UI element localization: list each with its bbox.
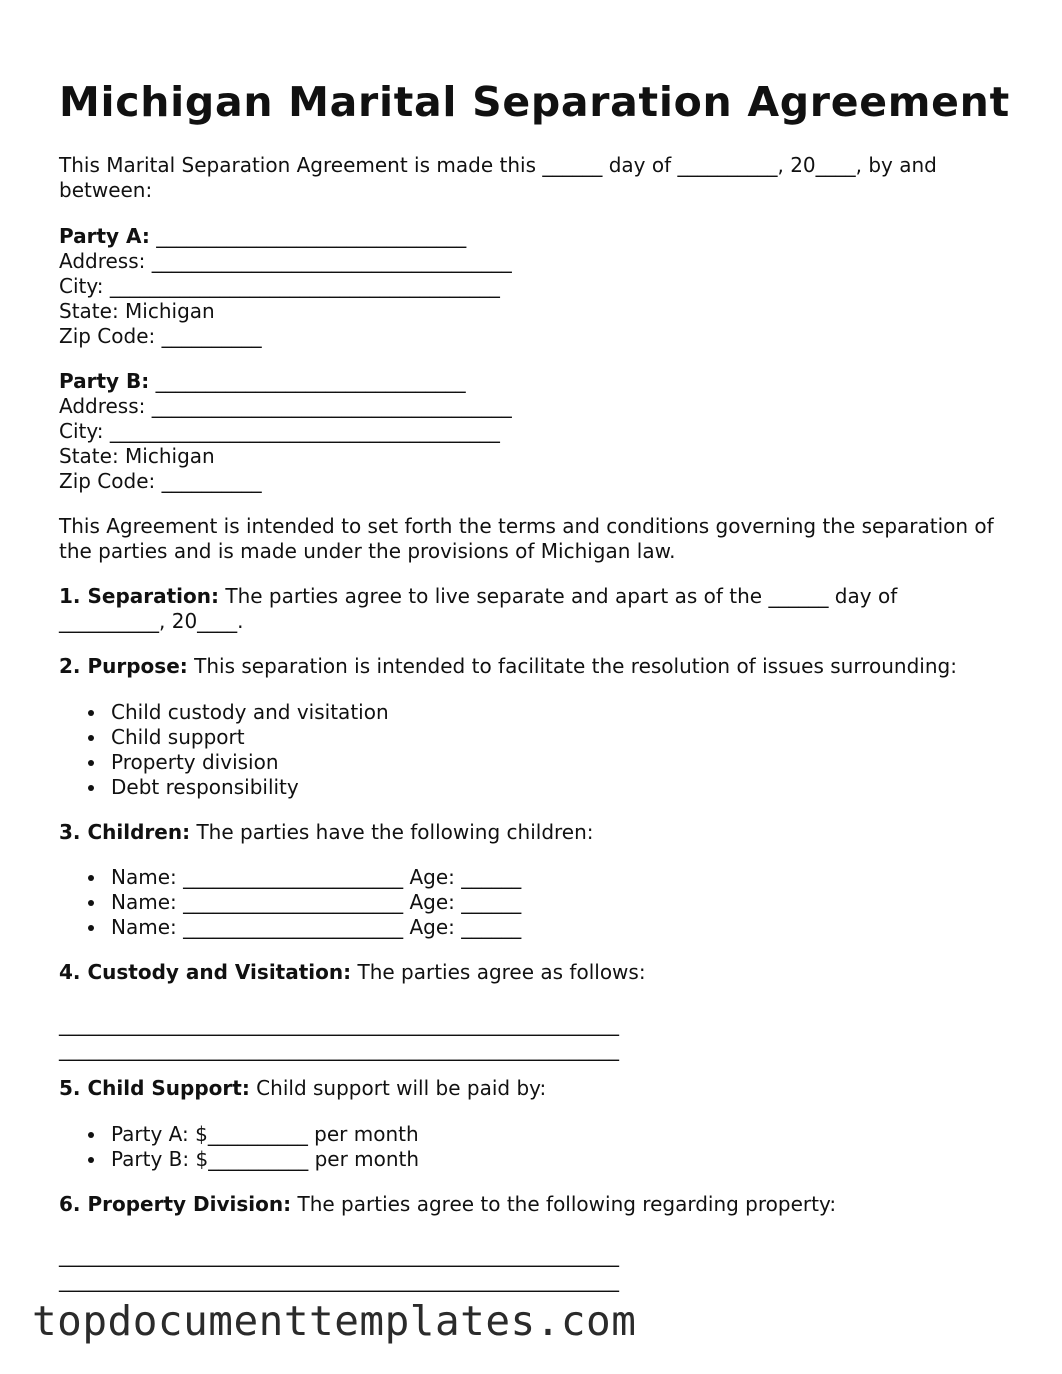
custody-line[interactable]: ________________________________________________________ [59, 1037, 619, 1061]
list-item: Child support [111, 725, 389, 750]
agreement-intro: This Agreement is intended to set forth the terms and conditions governing the separation of the parties and is made under the provisions of Michigan law. [59, 514, 994, 563]
section-children [59, 820, 594, 845]
section-5-heading: 5. Child Support: [59, 1076, 250, 1100]
section-1-heading: 1. Separation: [59, 584, 220, 608]
party-a-block [59, 224, 512, 349]
section-child-support [59, 1076, 546, 1101]
section-4-text: The parties agree as follows: [351, 960, 646, 984]
intro-paragraph: This Marital Separation Agreement is made this ______ day of __________, 20____, by and between: [59, 153, 937, 202]
child-support-list [59, 1122, 419, 1172]
section-6-heading: 6. Property Division: [59, 1192, 292, 1216]
child-entry[interactable]: Name: ______________________ Age: ______ [111, 890, 522, 914]
section-custody [59, 960, 646, 985]
child-entry[interactable]: Name: ______________________ Age: ______ [111, 865, 522, 889]
support-entry[interactable]: Party B: $__________ per month [111, 1147, 420, 1171]
party-b-label: Party B: [59, 369, 150, 393]
section-1-text: The parties agree to live separate and apart as of the ______ day of __________, 20____. [59, 584, 898, 633]
party-b-city[interactable]: City: _______________________________________ [59, 419, 500, 443]
section-5-text: Child support will be paid by: [249, 1076, 547, 1100]
custody-line[interactable]: ________________________________________________________ [59, 1012, 619, 1036]
party-a-label: Party A: [59, 224, 150, 248]
section-4-heading: 4. Custody and Visitation: [59, 960, 352, 984]
list-item: Debt responsibility [111, 775, 389, 800]
party-b-name-field[interactable]: _______________________________ [149, 369, 466, 393]
child-entry[interactable]: Name: ______________________ Age: ______ [111, 915, 522, 939]
watermark: topdocumenttemplates.com [32, 1297, 637, 1345]
support-entry[interactable]: Party A: $__________ per month [111, 1122, 419, 1146]
property-line[interactable]: ________________________________________________________ [59, 1268, 619, 1292]
party-a-address[interactable]: Address: ____________________________________ [59, 249, 512, 273]
section-6-text: The parties agree to the following regarding property: [291, 1192, 837, 1216]
section-3-heading: 3. Children: [59, 820, 191, 844]
section-2-heading: 2. Purpose: [59, 654, 188, 678]
party-b-zip[interactable]: Zip Code: __________ [59, 469, 262, 493]
party-b-address[interactable]: Address: ____________________________________ [59, 394, 512, 418]
party-b-state: State: Michigan [59, 444, 215, 468]
section-purpose [59, 654, 1019, 679]
party-a-city[interactable]: City: _______________________________________ [59, 274, 500, 298]
property-line[interactable]: ________________________________________________________ [59, 1243, 619, 1267]
list-item: Property division [111, 750, 389, 775]
party-a-name-field[interactable]: _______________________________ [149, 224, 467, 248]
page-title: Michigan Marital Separation Agreement [59, 78, 1010, 126]
party-b-block [59, 369, 512, 494]
list-item: Child custody and visitation [111, 700, 389, 724]
purpose-list [59, 700, 389, 800]
section-property [59, 1192, 836, 1217]
custody-lines [59, 1012, 619, 1062]
property-lines [59, 1243, 619, 1293]
section-separation [59, 584, 959, 634]
party-a-zip[interactable]: Zip Code: __________ [59, 324, 262, 348]
section-2-text: This separation is intended to facilitate the resolution of issues surrounding: [187, 654, 957, 678]
section-3-text: The parties have the following children: [190, 820, 594, 844]
party-a-state: State: Michigan [59, 299, 215, 323]
children-list [59, 865, 521, 940]
